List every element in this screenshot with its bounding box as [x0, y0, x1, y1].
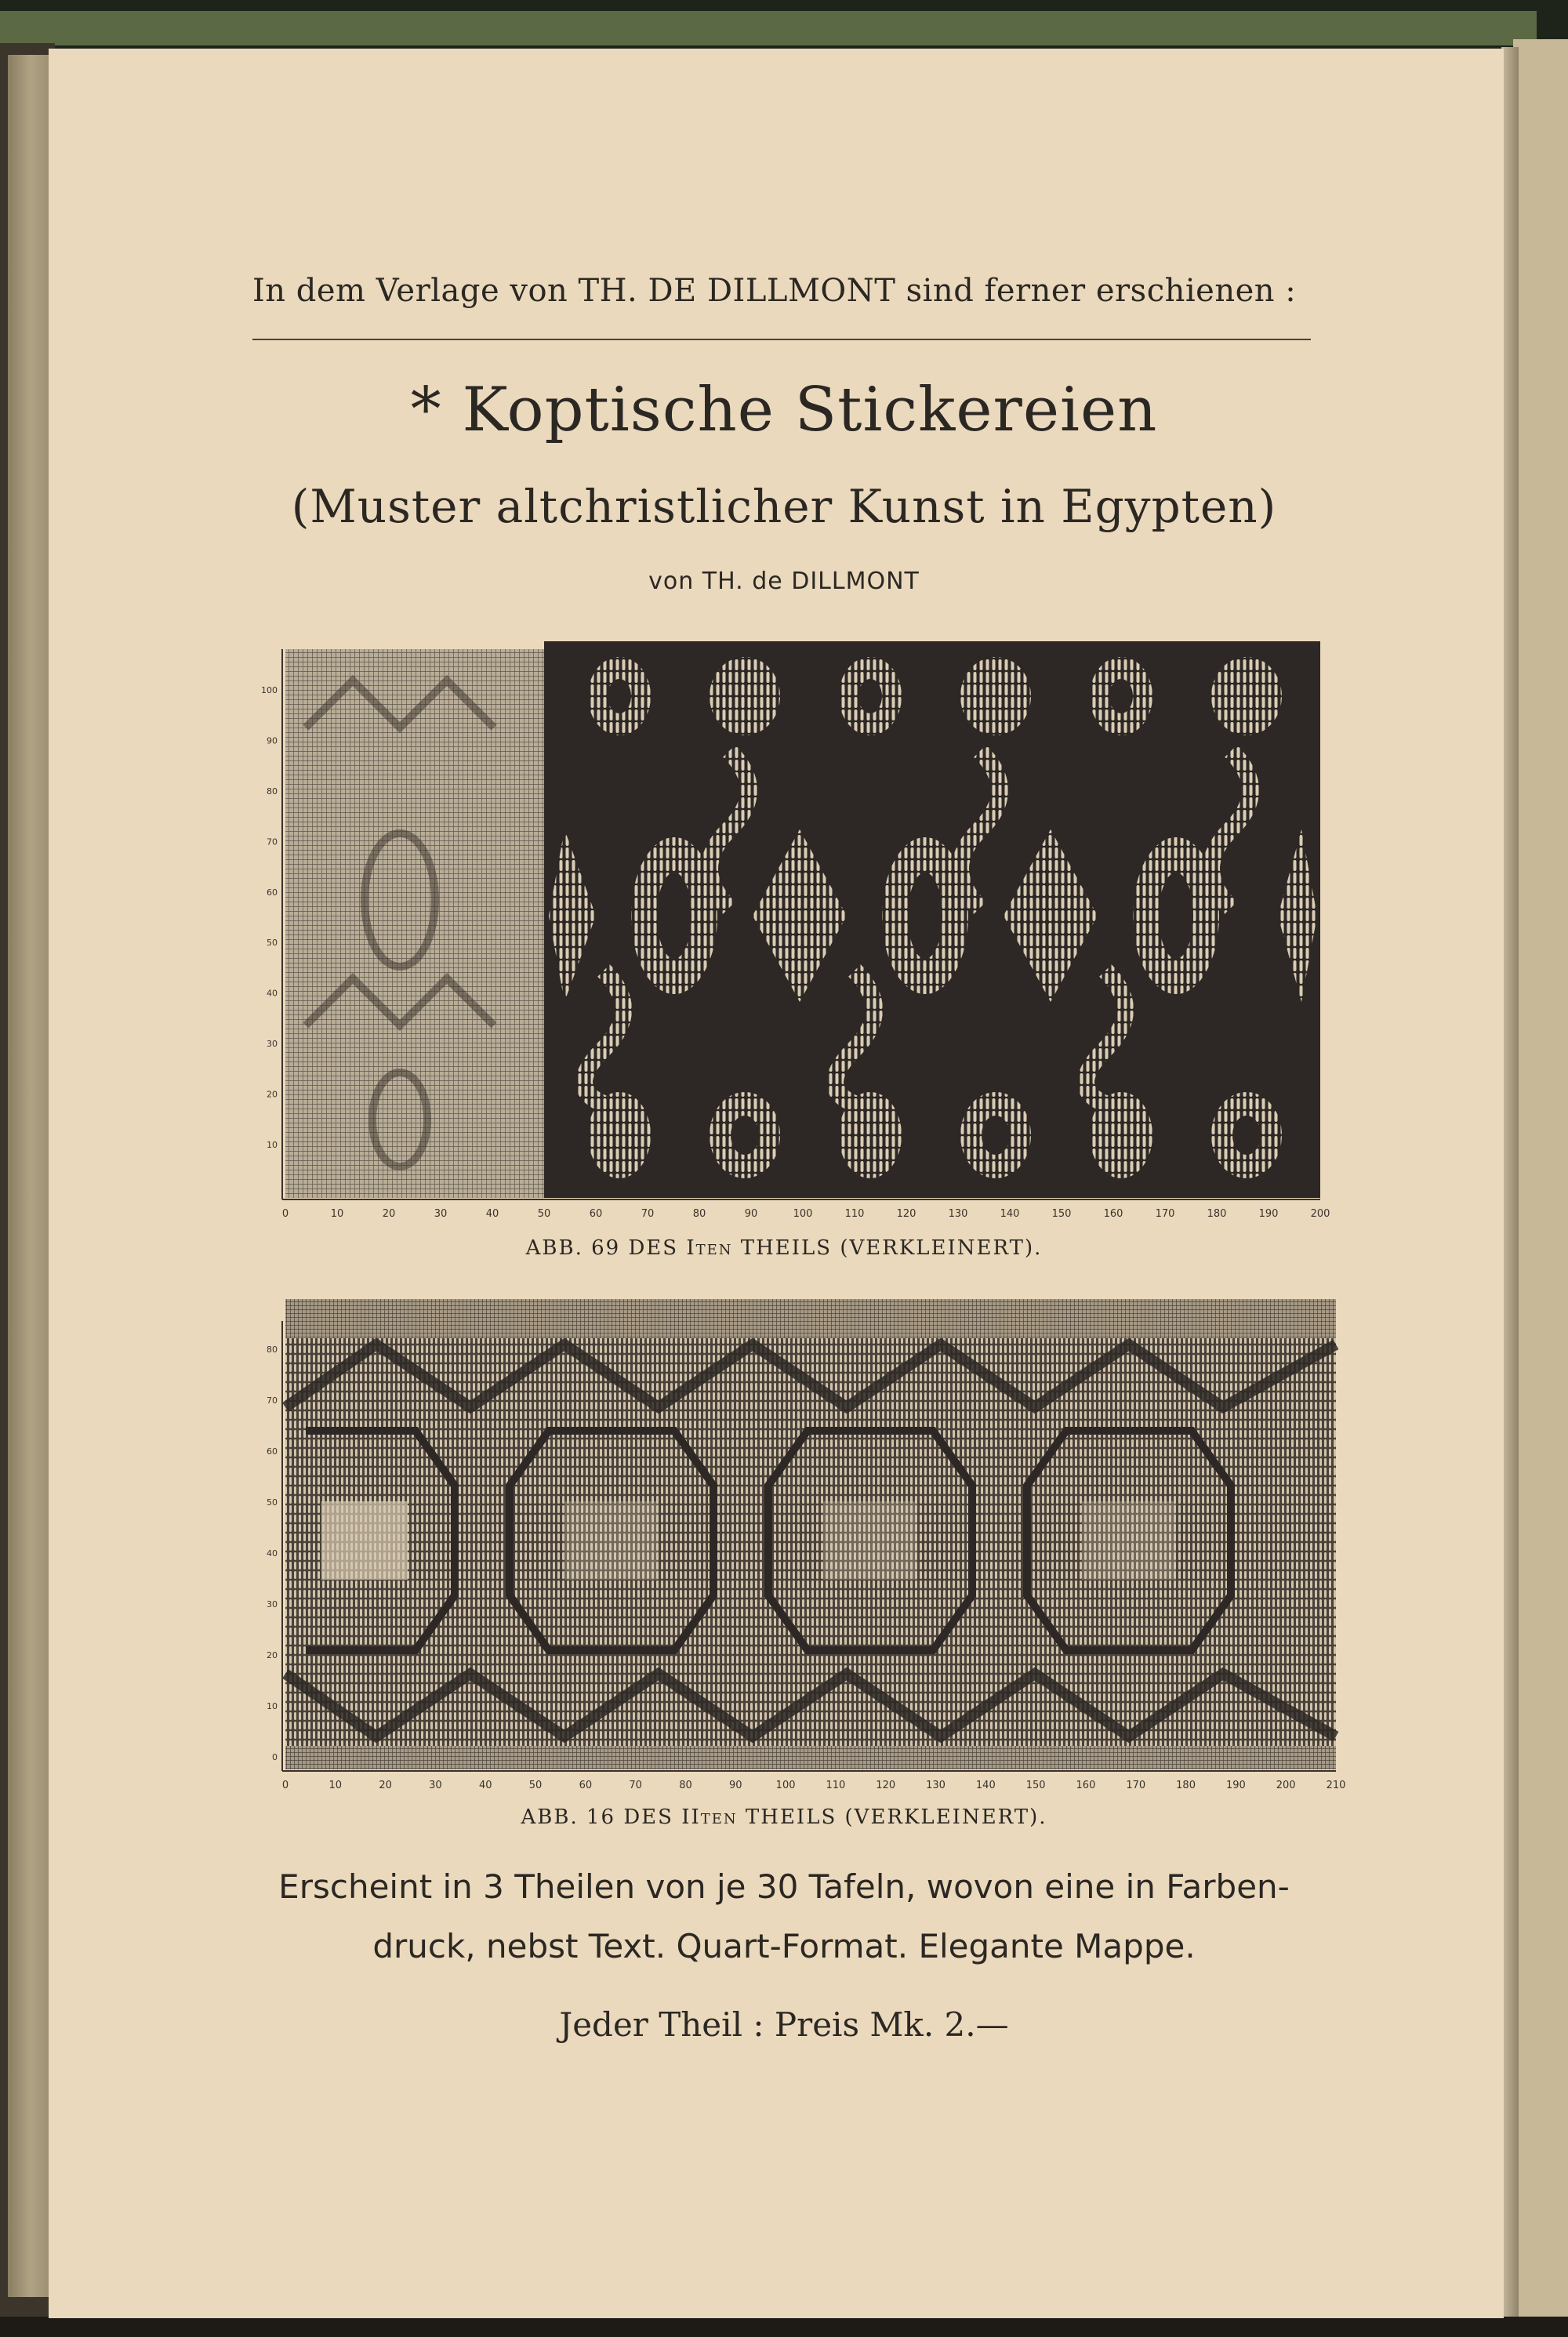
x-tick-label: 40 — [478, 1780, 492, 1791]
x-tick-label: 160 — [1103, 1208, 1123, 1220]
x-tick-label: 0 — [281, 1780, 289, 1791]
x-tick-label: 100 — [793, 1208, 813, 1220]
y-tick-label: 70 — [267, 1395, 278, 1406]
x-tick-label: 130 — [926, 1780, 946, 1791]
x-tick-label: 130 — [948, 1208, 968, 1220]
header-divider — [252, 339, 1311, 340]
x-tick-label: 110 — [826, 1780, 846, 1791]
book-author: von TH. de DILLMONT — [648, 568, 920, 595]
description-line-2: druck, nebst Text. Quart-Format. Elegante Mappe. — [372, 1927, 1196, 1965]
figure-caption-69: ABB. 69 DES Iten THEILS (VERKLEINERT). — [525, 1236, 1043, 1260]
x-tick-label: 70 — [629, 1780, 642, 1791]
y-tick-label: 30 — [267, 1599, 278, 1609]
x-tick-label: 70 — [641, 1208, 655, 1220]
grid-area — [285, 649, 544, 1198]
x-tick-label: 190 — [1258, 1208, 1279, 1220]
publisher-line: In dem Verlage von TH. DE DILLMONT sind ferner erschienen : — [252, 273, 1297, 309]
x-tick-label: 180 — [1207, 1208, 1227, 1220]
x-tick-label: 30 — [429, 1780, 442, 1791]
y-tick-label: 20 — [267, 1089, 278, 1100]
x-tick-label: 120 — [876, 1780, 896, 1791]
figure-caption-16: ABB. 16 DES IIten THEILS (VERKLEINERT). — [521, 1805, 1047, 1829]
x-tick-label: 180 — [1176, 1780, 1196, 1791]
x-tick-label: 100 — [775, 1780, 796, 1791]
x-tick-label: 50 — [528, 1780, 543, 1791]
y-tick-label: 80 — [267, 1345, 278, 1355]
y-tick-label: 70 — [267, 836, 278, 847]
x-tick-label: 30 — [434, 1208, 448, 1220]
y-tick-label: 40 — [267, 988, 278, 999]
price-line: Jeder Theil : Preis Mk. 2.— — [559, 2005, 1009, 2044]
description-line-1: Erscheint in 3 Theilen von je 30 Tafeln, wovon eine in Farben- — [278, 1867, 1290, 1906]
y-tick-label: 60 — [267, 887, 278, 898]
y-tick-label: 30 — [267, 1039, 278, 1050]
book-bottom-edge — [0, 2317, 1568, 2337]
grid-band-top — [285, 1299, 1336, 1338]
y-tick-label: 10 — [267, 1140, 278, 1150]
x-tick-label: 120 — [896, 1208, 916, 1220]
x-tick-label: 60 — [589, 1208, 603, 1220]
embroidery-figure-16 — [251, 1297, 1348, 1799]
y-tick-label: 50 — [267, 938, 278, 949]
x-tick-label: 200 — [1310, 1208, 1330, 1220]
y-tick-label: 90 — [267, 735, 278, 746]
y-tick-label: 0 — [272, 1752, 278, 1762]
y-tick-label: 50 — [267, 1497, 278, 1508]
x-tick-label: 170 — [1126, 1780, 1146, 1791]
x-tick-label: 0 — [281, 1208, 289, 1220]
x-tick-label: 210 — [1326, 1780, 1346, 1791]
embroidery-figure-69 — [251, 633, 1333, 1229]
x-tick-label: 140 — [975, 1780, 996, 1791]
x-tick-label: 150 — [1025, 1780, 1046, 1791]
x-tick-label: 10 — [328, 1780, 343, 1791]
x-tick-label: 160 — [1076, 1780, 1096, 1791]
y-tick-label: 80 — [267, 786, 278, 797]
x-tick-label: 20 — [379, 1780, 392, 1791]
x-tick-label: 60 — [579, 1780, 593, 1791]
y-tick-label: 40 — [267, 1548, 278, 1559]
grid-band-bottom — [285, 1746, 1336, 1769]
y-tick-label: 10 — [267, 1701, 278, 1711]
x-tick-label: 190 — [1225, 1780, 1246, 1791]
x-tick-label: 140 — [1000, 1208, 1020, 1220]
y-tick-label: 100 — [261, 685, 278, 695]
x-tick-label: 50 — [537, 1208, 551, 1220]
y-tick-label: 60 — [267, 1446, 278, 1457]
x-tick-label: 80 — [692, 1208, 706, 1220]
x-tick-label: 200 — [1276, 1780, 1296, 1791]
x-tick-label: 20 — [382, 1208, 396, 1220]
x-tick-label: 10 — [330, 1208, 344, 1220]
book-subtitle: (Muster altchristlicher Kunst in Egypten) — [291, 480, 1277, 533]
x-tick-label: 150 — [1051, 1208, 1072, 1220]
book-title: * Koptische Stickereien — [410, 375, 1158, 445]
x-tick-label: 90 — [729, 1780, 742, 1791]
x-tick-label: 90 — [744, 1208, 758, 1220]
x-tick-label: 40 — [485, 1208, 499, 1220]
x-tick-label: 80 — [679, 1780, 692, 1791]
embroidered-band — [285, 1338, 1336, 1746]
book-cover-top — [0, 11, 1537, 45]
x-tick-label: 170 — [1155, 1208, 1175, 1220]
x-tick-label: 110 — [844, 1208, 865, 1220]
y-tick-label: 20 — [267, 1650, 278, 1660]
